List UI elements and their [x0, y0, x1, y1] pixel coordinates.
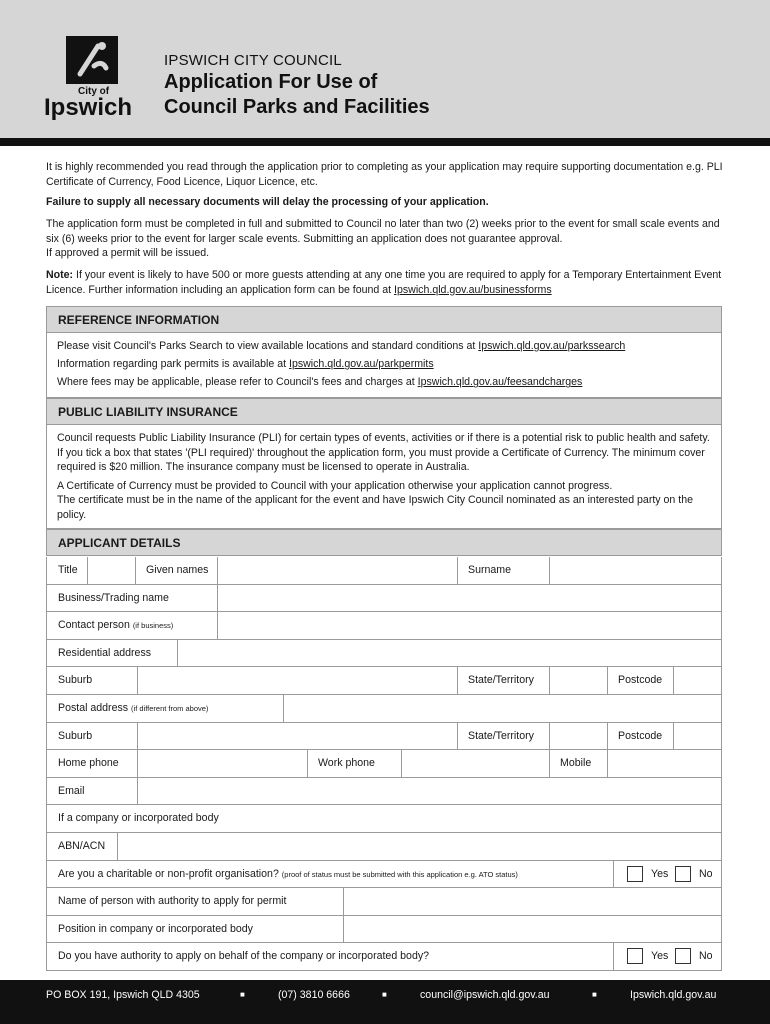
header-rule: [0, 138, 770, 146]
footer-bullet-2: ■: [382, 990, 387, 999]
surname-label: Surname: [468, 564, 511, 576]
suburb-label: Suburb: [58, 674, 93, 687]
intro-warning: Failure to supply all necessary documents will delay the processing of your application.: [46, 196, 489, 208]
council-name: IPSWICH CITY COUNCIL: [164, 52, 342, 69]
contact-label: [47, 612, 173, 639]
contact-note: (if business): [132, 621, 174, 631]
title-label: Title: [58, 564, 78, 576]
residential-field[interactable]: [177, 640, 721, 667]
reference-body: [46, 333, 722, 398]
residential-row: [47, 640, 721, 668]
pli-paragraph3: The certificate must be in the name of the applicant for the event and have Ipswich City Council nominated as an interested party on the policy.: [57, 494, 693, 521]
ipswich-logo: [44, 36, 144, 122]
note-text: If your event is likely to have 500 or more guests attending at any one time you are required to apply for a Temporary Entertainment Event Licence. Further information including an application form can be found at: [46, 269, 722, 296]
footer-website[interactable]: Ipswich.qld.gov.au: [630, 989, 717, 1001]
authority-question: Do you have authority to apply on behalf of the company or incorporated body?: [58, 950, 430, 963]
reference-heading: REFERENCE INFORMATION: [46, 306, 722, 333]
logo-text-top: City of: [78, 86, 110, 97]
home-phone-label: Home phone: [58, 757, 119, 770]
email-label: Email: [58, 784, 85, 797]
given-names-field[interactable]: [217, 557, 457, 584]
postal-label: [47, 695, 208, 722]
contact-row: [47, 612, 721, 640]
intro-paragraph: It is highly recommended you read through the application prior to completing as your application may require supporting documentation e.g. PLI Certificate of Currency, Food Licence, Liquor Licence, etc.: [46, 161, 723, 188]
form-title-line2: Council Parks and Facilities: [164, 96, 430, 118]
postal-suburb-label: Suburb: [58, 729, 93, 742]
suburb-row-2: [47, 723, 721, 751]
footer: [0, 980, 770, 1024]
deadline-text: The application form must be completed in full and submitted to Council no later than two (2) weeks prior to the event for small scale events and six (6) weeks prior to the event for larger scale events. Submitting an application does not guarantee approval.: [46, 218, 720, 245]
pli-body: [46, 425, 722, 529]
charitable-yes-checkbox[interactable]: [627, 866, 643, 882]
business-row: [47, 585, 721, 613]
position-label: Position in company or incorporated body: [58, 922, 253, 935]
abn-field[interactable]: [117, 833, 721, 860]
intro-deadline: [46, 217, 726, 261]
business-label: Business/Trading name: [58, 591, 169, 604]
state-label: State/Territory: [468, 674, 534, 687]
footer-address: PO BOX 191, Ipswich QLD 4305: [46, 989, 200, 1001]
postal-label-text: Postal address: [58, 701, 129, 714]
position-field[interactable]: [343, 916, 721, 943]
charitable-no-checkbox[interactable]: [675, 866, 691, 882]
company-row: [47, 805, 721, 833]
postcode-label: Postcode: [618, 674, 663, 687]
name-row: [47, 557, 721, 585]
authority-name-field[interactable]: [343, 888, 721, 915]
email-field[interactable]: [137, 778, 721, 805]
footer-bullet-1: ■: [240, 990, 245, 999]
mobile-label: Mobile: [560, 757, 592, 770]
contact-field[interactable]: [217, 612, 721, 639]
logo-text-bottom: Ipswich: [44, 94, 133, 121]
business-field[interactable]: [217, 585, 721, 612]
given-names-label: Given names: [146, 564, 209, 576]
postal-suburb-field[interactable]: [137, 723, 457, 750]
state-field[interactable]: [549, 667, 607, 694]
parkpermits-link[interactable]: Ipswich.qld.gov.au/parkpermits: [289, 358, 434, 371]
feesandcharges-link[interactable]: Ipswich.qld.gov.au/feesandcharges: [417, 376, 583, 389]
abn-label: ABN/ACN: [58, 839, 106, 852]
authority-no-label: No: [699, 950, 713, 963]
postal-postcode-field[interactable]: [673, 723, 721, 750]
work-phone-field[interactable]: [401, 750, 549, 777]
home-phone-field[interactable]: [137, 750, 307, 777]
suburb-row-1: [47, 667, 721, 695]
authority-name-row: [47, 888, 721, 916]
postal-state-label: State/Territory: [468, 729, 534, 742]
surname-field[interactable]: [549, 557, 721, 584]
suburb-field[interactable]: [137, 667, 457, 694]
footer-email[interactable]: council@ipswich.qld.gov.au: [420, 989, 550, 1001]
form-title-line1: Application For Use of: [164, 71, 378, 93]
charitable-question: Are you a charitable or non-profit organisation?: [58, 867, 279, 880]
approval-text: If approved a permit will be issued.: [46, 247, 210, 260]
footer-bullet-3: ■: [592, 990, 597, 999]
position-row: [47, 916, 721, 944]
authority-yes-label: Yes: [651, 950, 669, 963]
phone-row: [47, 750, 721, 778]
applicant-heading: APPLICANT DETAILS: [46, 529, 722, 556]
authority-yes-checkbox[interactable]: [627, 948, 643, 964]
ref-line3: Where fees may be applicable, please refer to Council's fees and charges at: [57, 376, 418, 389]
postcode-field[interactable]: [673, 667, 721, 694]
pli-heading: PUBLIC LIABILITY INSURANCE: [46, 398, 722, 425]
company-label: If a company or incorporated body: [58, 812, 219, 825]
charitable-label: [47, 861, 518, 888]
businessforms-link[interactable]: Ipswich.qld.gov.au/businessforms: [394, 283, 552, 296]
pli-paragraph1: Council requests Public Liability Insurance (PLI) for certain types of events, activities or if there is a potential risk to public health and safety. If you tick a box that states '(PLI required)' throughout the application form, you must provide a Certificate of Currency. The minimum cover required is $20 million. The insurance company must be licensed to operate in Australia.: [57, 432, 710, 474]
charitable-no-label: No: [699, 867, 713, 880]
authority-no-checkbox[interactable]: [675, 948, 691, 964]
intro-note: [46, 268, 726, 297]
work-phone-label: Work phone: [318, 757, 375, 770]
charitable-row: [47, 861, 721, 889]
pli-paragraph2: A Certificate of Currency must be provided to Council with your application otherwise your application cannot progress.: [57, 479, 613, 492]
footer-phone[interactable]: (07) 3810 6666: [278, 989, 350, 1001]
email-row: [47, 778, 721, 806]
ref-line1: Please visit Council's Parks Search to view available locations and standard conditions at: [57, 340, 479, 352]
postal-note: (if different from above): [131, 703, 209, 713]
postal-postcode-label: Postcode: [618, 729, 663, 742]
contact-label-text: Contact person: [58, 619, 130, 632]
postal-state-field[interactable]: [549, 723, 607, 750]
abn-row: [47, 833, 721, 861]
title-field[interactable]: [87, 557, 135, 584]
authority-name-label: Name of person with authority to apply for permit: [58, 895, 287, 908]
ref-line2: Information regarding park permits is available at: [57, 358, 289, 371]
note-label: Note:: [46, 269, 74, 281]
applicant-grid: [46, 557, 722, 971]
postal-row: [47, 695, 721, 723]
postal-field[interactable]: [283, 695, 721, 722]
charitable-yes-label: Yes: [651, 867, 669, 880]
mobile-field[interactable]: [607, 750, 721, 777]
parkssearch-link[interactable]: Ipswich.qld.gov.au/parkssearch: [478, 340, 626, 352]
authority-question-row: [47, 943, 721, 971]
residential-label: Residential address: [58, 646, 152, 659]
charitable-note: (proof of status must be submitted with this application e.g. ATO status): [281, 869, 518, 879]
